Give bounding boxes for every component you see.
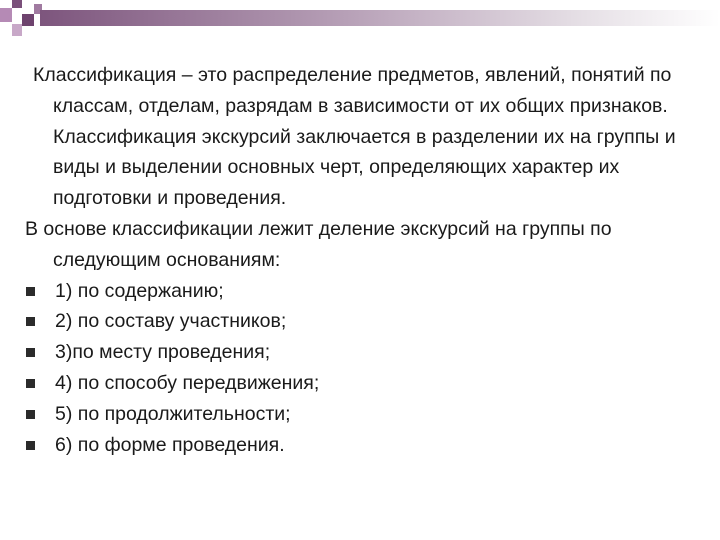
decor-square (12, 24, 22, 36)
list-item (25, 430, 705, 461)
square-bullet-icon (26, 379, 35, 388)
list-item-text: 6) по форме проведения. (55, 433, 285, 456)
list-item-text: 5) по продолжительности; (55, 402, 291, 425)
decor-square (22, 14, 34, 26)
square-bullet-icon (26, 287, 35, 296)
slide-body (25, 60, 705, 460)
list-item-text: 1) по содержанию; (55, 279, 224, 302)
square-bullet-icon (26, 317, 35, 326)
list-item-text: 2) по составу участников; (55, 310, 287, 333)
header-gradient-bar (40, 10, 720, 26)
list-item (25, 276, 705, 307)
list-item-text: 4) по способу передвижения; (55, 371, 320, 394)
decor-square (0, 8, 12, 22)
basis-paragraph: В основе классификации лежит деление экскурсий на группы по следующим основаниям: (25, 217, 612, 271)
square-bullet-icon (26, 441, 35, 450)
square-bullet-icon (26, 348, 35, 357)
list-item (25, 368, 705, 399)
decor-square (12, 0, 22, 8)
list-item (25, 306, 705, 337)
list-item-text: 3)по месту проведения; (55, 341, 271, 364)
square-bullet-icon (26, 410, 35, 419)
list-item (25, 337, 705, 368)
definition-paragraph: Классификация – это распределение предметов, явлений, понятий по классам, отделам, разрядам в зависимости от их общих признаков. Классификация экскурсий заключается в разделении их на группы и виды и выделении основных черт, определяющих характер их подготовки и проведения. (33, 64, 676, 210)
list-item (25, 399, 705, 430)
